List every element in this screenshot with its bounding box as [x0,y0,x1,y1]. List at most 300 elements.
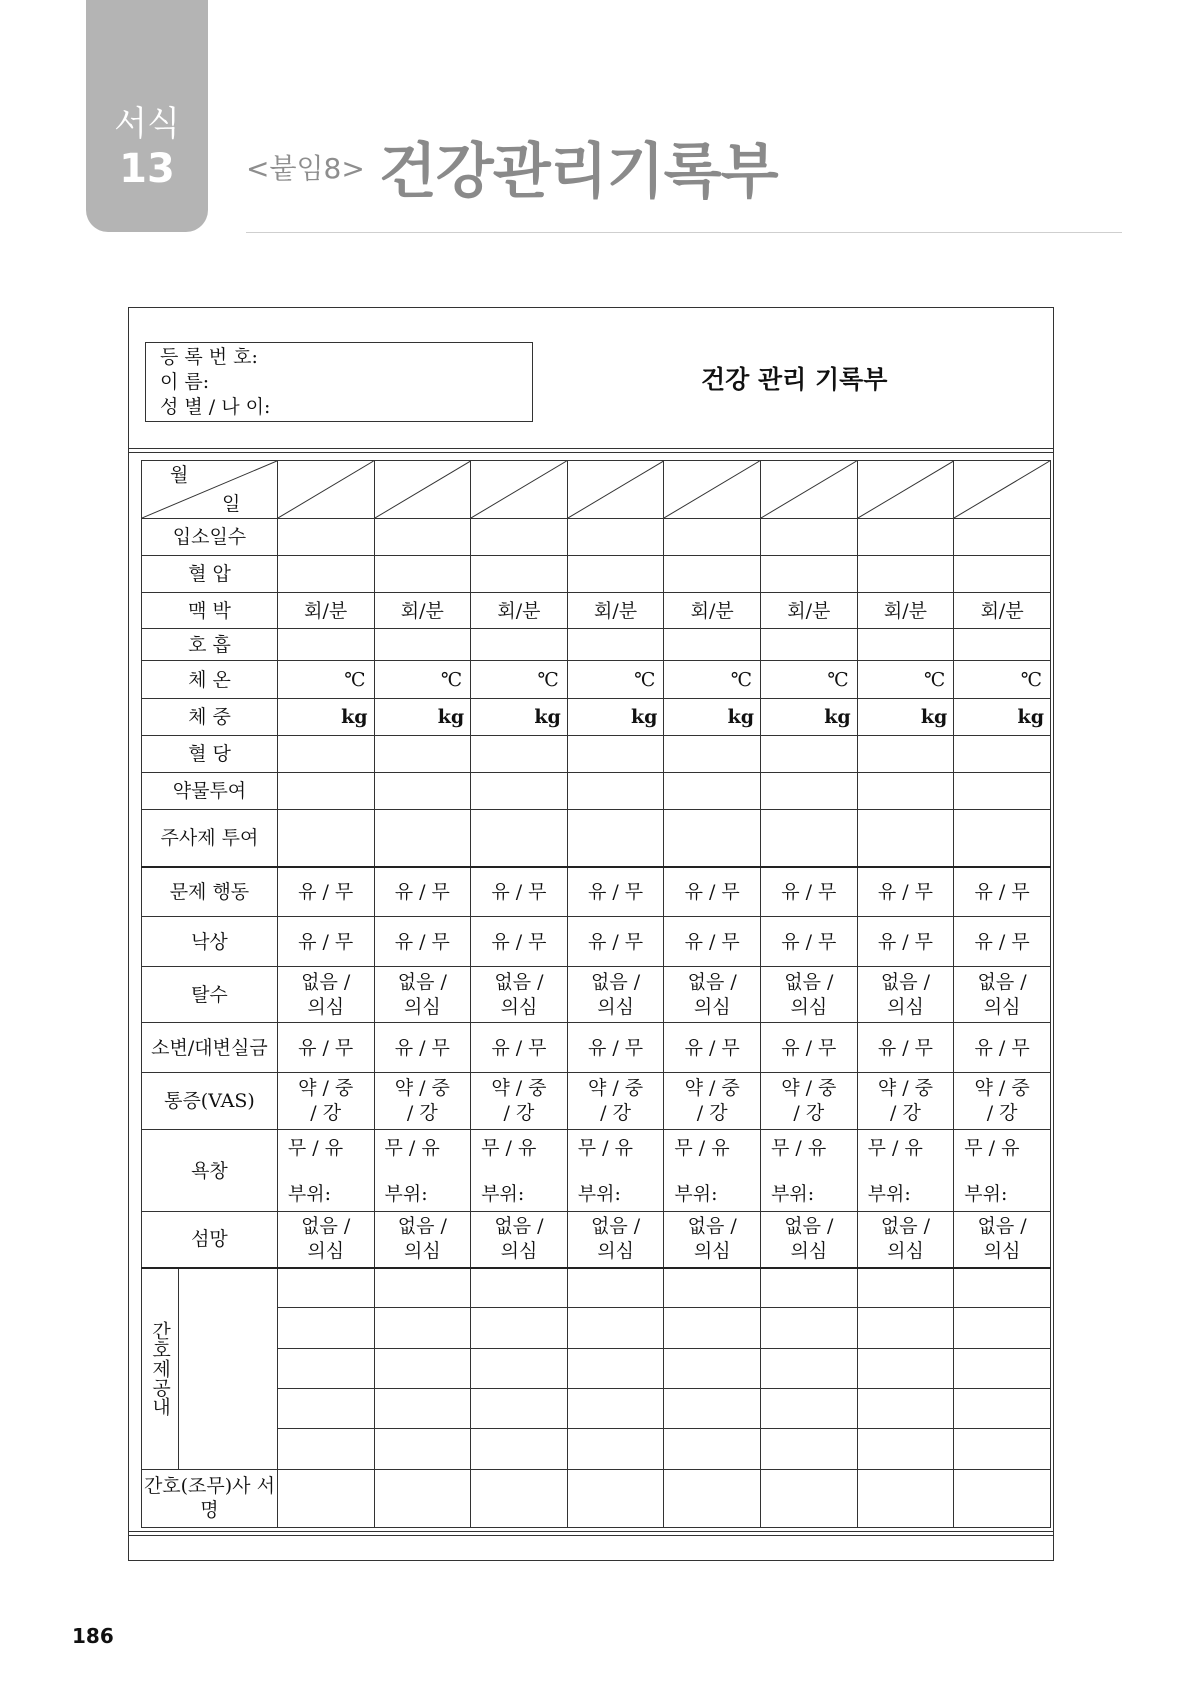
dehyd-cell[interactable] [761,967,858,1023]
date-cell[interactable] [277,461,374,519]
yn-option: 유 / 무 [394,1036,450,1059]
sore-option: 무 / 유 [384,1137,440,1159]
nursing-cell[interactable] [374,1308,471,1348]
pulse-unit: 회/분 [594,599,638,622]
sore-option: 무 / 유 [964,1137,1020,1159]
dehyd-label: 탈수 [142,967,278,1023]
resp-cell[interactable] [374,629,471,661]
pain-cell[interactable] [954,1073,1051,1130]
yn-option: 유 / 무 [781,1036,837,1059]
delirium-option-line2: 의심 [887,1240,924,1263]
signature-cell[interactable] [954,1469,1051,1527]
section-tab-number: 13 [119,146,175,192]
incont-label: 소변/대변실금 [142,1023,278,1073]
nursing-cell[interactable] [857,1429,954,1469]
bp-cell[interactable] [954,556,1051,593]
nursing-cell[interactable] [471,1388,568,1428]
temp-cell[interactable] [277,661,374,699]
pain-cell[interactable] [567,1073,664,1130]
sore-site: 부위: [964,1183,1008,1205]
pain-cell[interactable] [664,1073,761,1130]
fall-cell[interactable] [374,917,471,967]
resp-cell[interactable] [954,629,1051,661]
nursing-cell[interactable] [471,1268,568,1308]
pain-option-line1: 약 / 중 [298,1077,354,1099]
signature-cell[interactable] [664,1469,761,1527]
delirium-cell[interactable] [374,1212,471,1268]
pain-option-line2: / 강 [696,1102,728,1124]
nursing-cell[interactable] [954,1268,1051,1308]
dehyd-cell[interactable] [567,967,664,1023]
nursing-cell[interactable] [664,1348,761,1388]
delirium-cell[interactable] [761,1212,858,1268]
dehyd-cell[interactable] [374,967,471,1023]
pulse-cell[interactable] [374,593,471,629]
table-row [142,1073,1051,1130]
record-table [141,460,1051,1528]
sore-cell[interactable] [664,1130,761,1212]
weight-cell[interactable] [857,699,954,736]
table-row [142,773,1051,810]
glucose-cell[interactable] [567,736,664,773]
weight-unit: kg [920,706,948,728]
pain-option-line2: / 강 [986,1102,1018,1124]
delirium-label: 섬망 [142,1212,278,1268]
nursing-cell[interactable] [277,1388,374,1428]
nursing-cell[interactable] [954,1388,1051,1428]
incont-cell[interactable] [857,1023,954,1073]
temp-label: 체 온 [142,661,278,699]
page-number: 186 [72,1624,114,1648]
med-cell[interactable] [277,773,374,810]
temp-cell[interactable] [374,661,471,699]
yn-option: 유 / 무 [587,1036,644,1059]
sore-site: 부위: [481,1183,525,1205]
delirium-option-line1: 없음 / [687,1215,737,1238]
glucose-cell[interactable] [761,736,858,773]
nursing-cell[interactable] [567,1429,664,1469]
delirium-option-line1: 없음 / [397,1215,447,1238]
med-cell[interactable] [954,773,1051,810]
incont-cell[interactable] [374,1023,471,1073]
sore-cell[interactable] [954,1130,1051,1212]
yn-option: 유 / 무 [491,930,547,953]
delirium-option-line2: 의심 [597,1240,634,1263]
behavior-cell[interactable] [664,867,761,917]
month-day-header [142,461,278,519]
nursing-cell[interactable] [857,1268,954,1308]
inject-label: 주사제 투여 [142,810,278,867]
fall-label: 낙상 [142,917,278,967]
dehyd-option-line1: 없음 / [301,970,351,993]
yn-option: 유 / 무 [974,1036,1030,1059]
yn-option: 유 / 무 [298,1036,354,1059]
med-cell[interactable] [857,773,954,810]
month-label: 월 [170,464,189,486]
yn-option: 유 / 무 [781,880,837,903]
page-heading [246,132,778,207]
nursing-cell[interactable] [761,1268,858,1308]
table-row [142,661,1051,699]
pulse-cell[interactable] [567,593,664,629]
pain-option-line1: 약 / 중 [781,1077,837,1099]
incont-cell[interactable] [471,1023,568,1073]
pain-cell[interactable] [471,1073,568,1130]
inject-cell[interactable] [857,810,954,867]
med-cell[interactable] [567,773,664,810]
nursing-cell[interactable] [954,1308,1051,1348]
date-cell[interactable] [567,461,664,519]
nursing-cell[interactable] [664,1308,761,1348]
day-label: 일 [222,493,241,515]
delirium-option-line1: 없음 / [301,1215,351,1238]
nursing-cell[interactable] [761,1308,858,1348]
pulse-label: 맥 박 [142,593,278,629]
med-cell[interactable] [761,773,858,810]
bp-cell[interactable] [857,556,954,593]
nursing-cell[interactable] [471,1308,568,1348]
med-cell[interactable] [471,773,568,810]
sore-option: 무 / 유 [771,1137,827,1159]
nursing-cell[interactable] [567,1348,664,1388]
nursing-cell[interactable] [761,1388,858,1428]
table-row [142,629,1051,661]
nursing-cell[interactable] [471,1429,568,1469]
glucose-cell[interactable] [374,736,471,773]
pulse-cell[interactable] [471,593,568,629]
heading-divider [246,232,1122,233]
pulse-unit: 회/분 [497,599,541,622]
dehyd-option-line2: 의심 [403,995,441,1018]
delirium-cell[interactable] [567,1212,664,1268]
delirium-cell[interactable] [471,1212,568,1268]
incont-cell[interactable] [664,1023,761,1073]
dehyd-option-line2: 의심 [500,995,538,1018]
dehyd-option-line1: 없음 / [880,970,931,993]
resp-cell[interactable] [277,629,374,661]
sore-cell[interactable] [567,1130,664,1212]
days-label: 입소일수 [142,519,278,556]
pulse-cell[interactable] [954,593,1051,629]
sore-cell[interactable] [471,1130,568,1212]
weight-unit: kg [534,706,561,728]
table-row [142,967,1051,1023]
table-row [142,593,1051,629]
dehyd-cell[interactable] [857,967,954,1023]
signature-cell[interactable] [471,1469,568,1527]
glucose-cell[interactable] [277,736,374,773]
bp-cell[interactable] [277,556,374,593]
weight-cell[interactable] [471,699,568,736]
dehyd-option-line2: 의심 [307,995,345,1018]
pulse-cell[interactable] [761,593,858,629]
temp-cell[interactable] [857,661,954,699]
pulse-cell[interactable] [277,593,374,629]
table-row [142,461,1051,519]
sore-cell[interactable] [277,1130,374,1212]
delirium-option-line2: 의심 [983,1240,1021,1263]
behavior-cell[interactable] [954,867,1051,917]
resp-cell[interactable] [664,629,761,661]
table-row [142,1388,1051,1428]
nursing-cell[interactable] [567,1268,664,1308]
glucose-cell[interactable] [954,736,1051,773]
weight-cell[interactable] [567,699,664,736]
weight-unit: kg [727,706,755,728]
pulse-unit: 회/분 [980,599,1024,622]
days-cell[interactable] [857,519,954,556]
bp-cell[interactable] [471,556,568,593]
signature-cell[interactable] [277,1469,374,1527]
inject-cell[interactable] [471,810,568,867]
days-cell[interactable] [567,519,664,556]
date-cell[interactable] [471,461,568,519]
days-cell[interactable] [277,519,374,556]
inject-cell[interactable] [761,810,858,867]
pain-option-line2: / 강 [503,1102,535,1124]
form-title: 건강 관리 기록부 [701,365,888,394]
resp-cell[interactable] [471,629,568,661]
incont-cell[interactable] [761,1023,858,1073]
yn-option: 유 / 무 [491,880,547,903]
table-row [142,810,1051,867]
days-cell[interactable] [471,519,568,556]
table-row [142,519,1051,556]
nursing-cell[interactable] [664,1429,761,1469]
behavior-cell[interactable] [277,867,374,917]
reg-number-field[interactable]: 등 록 번 호: [160,346,258,368]
inject-cell[interactable] [277,810,374,867]
inject-cell[interactable] [664,810,761,867]
divider-line [129,1531,1053,1532]
nursing-cell[interactable] [374,1268,471,1308]
pain-cell[interactable] [374,1073,471,1130]
sore-option: 무 / 유 [867,1137,923,1159]
med-cell[interactable] [374,773,471,810]
sore-site: 부위: [867,1183,911,1205]
delirium-cell[interactable] [857,1212,954,1268]
table-row [142,1429,1051,1469]
nursing-cell[interactable] [277,1268,374,1308]
yn-option: 유 / 무 [877,930,934,953]
weight-unit: kg [1017,706,1044,728]
behavior-label: 문제 행동 [142,867,278,917]
pain-option-line2: / 강 [793,1102,825,1124]
nursing-cell[interactable] [954,1429,1051,1469]
sore-option: 무 / 유 [674,1137,730,1159]
pain-option-line1: 약 / 중 [491,1077,547,1099]
temp-cell[interactable] [471,661,568,699]
yn-option: 유 / 무 [491,1036,547,1059]
temp-cell[interactable] [761,661,858,699]
sore-cell[interactable] [761,1130,858,1212]
delirium-option-line2: 의심 [693,1240,731,1263]
date-cell[interactable] [664,461,761,519]
days-cell[interactable] [761,519,858,556]
nursing-notes-area[interactable] [179,1269,277,1469]
incont-cell[interactable] [567,1023,664,1073]
sore-cell[interactable] [374,1130,471,1212]
signature-cell[interactable] [567,1469,664,1527]
dehyd-option-line1: 없음 / [494,970,544,993]
behavior-cell[interactable] [857,867,954,917]
fall-cell[interactable] [567,917,664,967]
divider-line [129,448,1053,449]
dehyd-option-line2: 의심 [597,995,634,1018]
delirium-cell[interactable] [664,1212,761,1268]
temp-cell[interactable] [954,661,1051,699]
fall-cell[interactable] [761,917,858,967]
delirium-option-line1: 없음 / [494,1215,544,1238]
nursing-cell[interactable] [374,1429,471,1469]
med-cell[interactable] [664,773,761,810]
behavior-cell[interactable] [471,867,568,917]
incont-cell[interactable] [277,1023,374,1073]
fall-cell[interactable] [857,917,954,967]
dehyd-cell[interactable] [471,967,568,1023]
inject-cell[interactable] [567,810,664,867]
temp-unit: ℃ [440,668,463,691]
weight-cell[interactable] [277,699,374,736]
weight-unit: kg [437,706,465,728]
nursing-cell[interactable] [374,1348,471,1388]
fall-cell[interactable] [471,917,568,967]
nursing-cell[interactable] [277,1308,374,1348]
date-cell[interactable] [374,461,471,519]
pain-option-line2: / 강 [600,1102,631,1124]
temp-unit: ℃ [634,668,656,691]
bp-cell[interactable] [567,556,664,593]
delirium-option-line1: 없음 / [977,1215,1027,1238]
glucose-cell[interactable] [471,736,568,773]
pulse-cell[interactable] [857,593,954,629]
nursing-cell[interactable] [277,1429,374,1469]
nursing-cell[interactable] [857,1348,954,1388]
resp-cell[interactable] [761,629,858,661]
inject-cell[interactable] [374,810,471,867]
temp-cell[interactable] [664,661,761,699]
nursing-cell[interactable] [857,1388,954,1428]
date-cell[interactable] [954,461,1051,519]
temp-unit: ℃ [1020,668,1042,691]
pain-cell[interactable] [761,1073,858,1130]
nursing-cell[interactable] [954,1348,1051,1388]
pain-option-line1: 약 / 중 [974,1077,1030,1099]
nursing-cell[interactable] [761,1348,858,1388]
pain-cell[interactable] [277,1073,374,1130]
pain-option-line2: / 강 [890,1102,921,1124]
days-cell[interactable] [374,519,471,556]
pulse-unit: 회/분 [690,599,734,622]
temp-cell[interactable] [567,661,664,699]
pulse-cell[interactable] [664,593,761,629]
dehyd-option-line2: 의심 [693,995,731,1018]
glucose-cell[interactable] [857,736,954,773]
sore-site: 부위: [287,1183,332,1205]
weight-unit: kg [824,706,851,728]
nursing-cell[interactable] [567,1308,664,1348]
behavior-cell[interactable] [374,867,471,917]
behavior-cell[interactable] [567,867,664,917]
pulse-unit: 회/분 [883,599,928,622]
pain-option-line1: 약 / 중 [684,1077,740,1099]
table-row [142,1268,1051,1308]
nursing-cell[interactable] [374,1388,471,1428]
signature-cell[interactable] [857,1469,954,1527]
temp-unit: ℃ [924,668,946,691]
delirium-cell[interactable] [277,1212,374,1268]
nursing-cell[interactable] [277,1348,374,1388]
bp-cell[interactable] [761,556,858,593]
pain-option-line2: / 강 [310,1102,342,1124]
glucose-cell[interactable] [664,736,761,773]
signature-cell[interactable] [374,1469,471,1527]
sore-option: 무 / 유 [481,1137,537,1159]
weight-label: 체 중 [142,699,278,736]
weight-cell[interactable] [664,699,761,736]
temp-unit: ℃ [827,668,849,691]
fall-cell[interactable] [277,917,374,967]
date-cell[interactable] [761,461,858,519]
nursing-cell[interactable] [857,1308,954,1348]
delirium-option-line2: 의심 [307,1240,345,1263]
delirium-option-line1: 없음 / [880,1215,931,1238]
behavior-cell[interactable] [761,867,858,917]
dehyd-cell[interactable] [664,967,761,1023]
signature-label: 간호(조무)사 서명 [142,1469,278,1527]
pain-label: 통증(VAS) [142,1073,278,1130]
resp-cell[interactable] [567,629,664,661]
bp-cell[interactable] [374,556,471,593]
days-cell[interactable] [954,519,1051,556]
dehyd-cell[interactable] [954,967,1051,1023]
pain-cell[interactable] [857,1073,954,1130]
heading-prefix: <붙임8> [246,152,365,185]
yn-option: 유 / 무 [684,1036,740,1059]
weight-cell[interactable] [374,699,471,736]
nursing-cell[interactable] [567,1388,664,1428]
days-cell[interactable] [664,519,761,556]
nursing-cell[interactable] [761,1429,858,1469]
name-field[interactable]: 이 름: [160,371,210,393]
weight-cell[interactable] [761,699,858,736]
weight-unit: kg [630,706,658,728]
nursing-cell[interactable] [664,1268,761,1308]
date-cell[interactable] [857,461,954,519]
yn-option: 유 / 무 [974,930,1030,953]
nursing-cell[interactable] [471,1348,568,1388]
delirium-cell[interactable] [954,1212,1051,1268]
delirium-option-line2: 의심 [403,1240,441,1263]
nursing-cell[interactable] [664,1388,761,1428]
bp-cell[interactable] [664,556,761,593]
weight-cell[interactable] [954,699,1051,736]
sex-age-field[interactable]: 성 별 / 나 이: [160,396,271,418]
pulse-unit: 회/분 [400,599,444,622]
sore-cell[interactable] [857,1130,954,1212]
fall-cell[interactable] [664,917,761,967]
signature-cell[interactable] [761,1469,858,1527]
incont-cell[interactable] [954,1023,1051,1073]
inject-cell[interactable] [954,810,1051,867]
sore-site: 부위: [384,1183,428,1205]
resp-cell[interactable] [857,629,954,661]
yn-option: 유 / 무 [587,880,644,903]
sore-site: 부위: [577,1183,621,1205]
fall-cell[interactable] [954,917,1051,967]
dehyd-cell[interactable] [277,967,374,1023]
dehyd-option-line1: 없음 / [397,970,447,993]
